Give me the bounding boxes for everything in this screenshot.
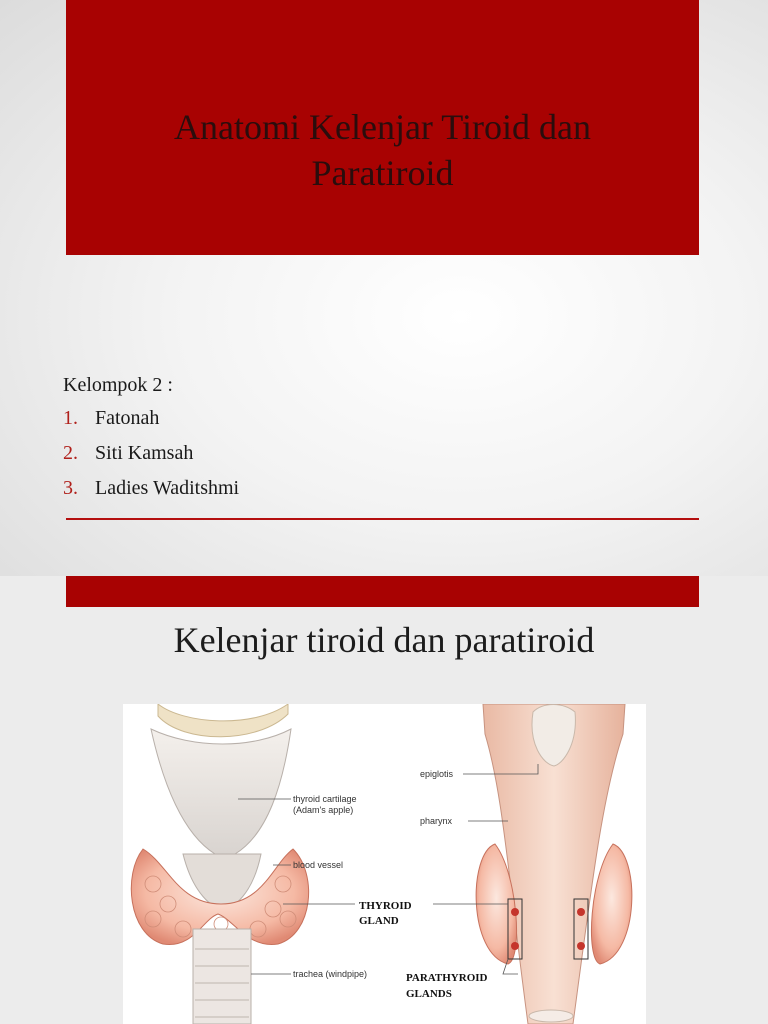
label-blood-vessel: blood vessel (293, 860, 344, 870)
label-thyroid-gland: THYROID (359, 900, 412, 912)
slide-title (66, 104, 699, 196)
list-item (63, 407, 239, 442)
member-list (63, 407, 239, 512)
title-line-1: Anatomi Kelenjar Tiroid dan (174, 107, 591, 147)
member-name: Siti Kamsah (95, 442, 194, 464)
back-view (406, 704, 632, 1024)
title-line-2: Paratiroid (311, 153, 454, 193)
list-item (63, 442, 239, 477)
label-epiglottis: epiglotis (420, 769, 454, 779)
list-number: 2. (63, 442, 78, 464)
divider-line (66, 518, 699, 520)
front-view (131, 704, 411, 1024)
title-banner (66, 0, 699, 255)
label-thyroid-cartilage: thyroid cartilage (293, 794, 357, 804)
label-trachea: trachea (windpipe) (293, 969, 368, 979)
slide-2 (0, 576, 768, 1024)
label-pharynx: pharynx (420, 816, 453, 826)
member-name: Fatonah (95, 407, 160, 429)
group-label: Kelompok 2 : (63, 374, 173, 396)
title-banner (66, 576, 699, 607)
label-gland: GLAND (359, 915, 399, 927)
anatomy-illustration (123, 704, 646, 1024)
label-parathyroid-glands: GLANDS (406, 988, 452, 1000)
slide-title: Kelenjar tiroid dan paratiroid (173, 620, 595, 660)
label-adams-apple: (Adam's apple) (293, 805, 354, 815)
label-parathyroid: PARATHYROID (406, 972, 488, 984)
group-members (63, 374, 239, 512)
thyroid-anatomy-diagram (123, 704, 646, 1024)
list-number: 1. (63, 407, 78, 429)
member-name: Ladies Waditshmi (95, 477, 240, 499)
list-number: 3. (63, 477, 78, 499)
list-item (63, 477, 239, 512)
